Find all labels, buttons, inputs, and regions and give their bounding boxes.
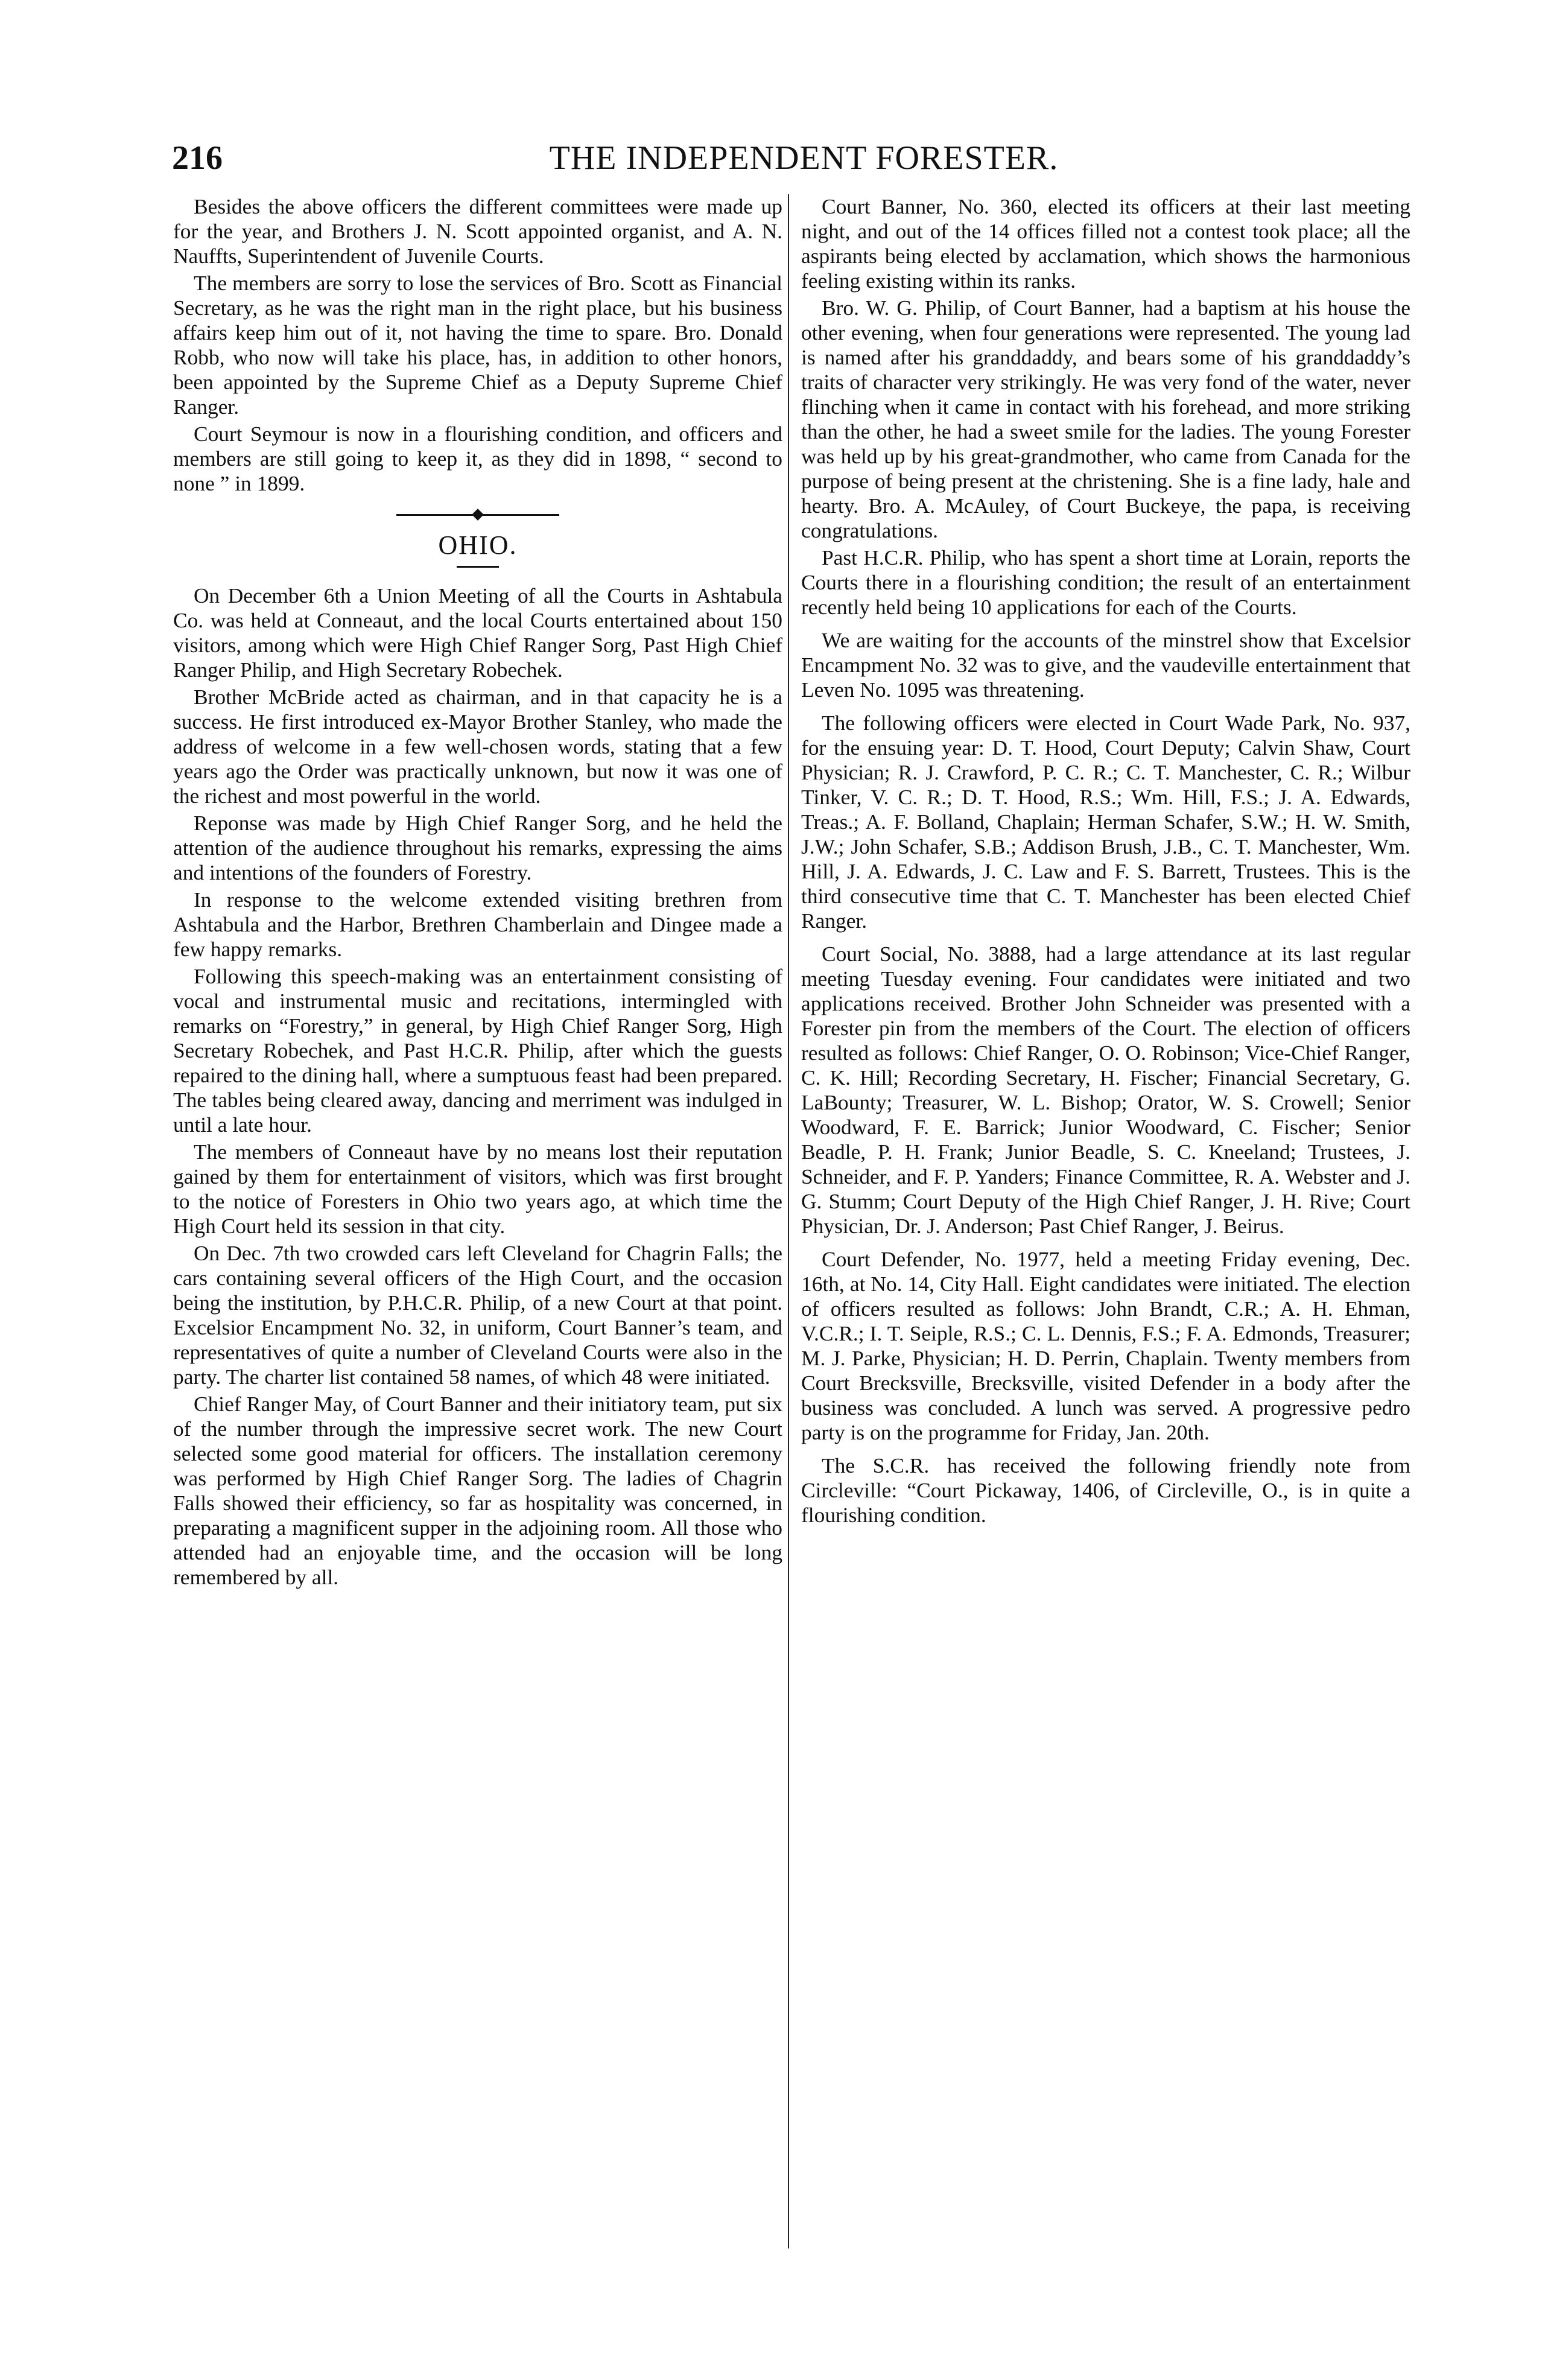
section-divider bbox=[173, 506, 782, 524]
paragraph: Bro. W. G. Philip, of Court Banner, had a baptism at his house the other evening, when four generations were represented. The young lad is named after his granddaddy, and bears some of his granddaddy’s traits of character very strikingly. He was very fond of the water, never flinching when it came in contact with his forehead, and more striking than the other, he had a sweet smile for the ladies. The young Forester was held up by his great-grandmother, who came from Canada for the purpose of being present at the christening. She is a fine lady, hale and hearty. Bro. A. McAuley, of Court Buckeye, the papa, is receiving congratulations. bbox=[801, 296, 1410, 542]
paragraph: We are waiting for the accounts of the minstrel show that Excelsior Encampment No. 32 was to give, and the vaudeville entertainment that Leven No. 1095 was threatening. bbox=[801, 628, 1410, 702]
paragraph: Reponse was made by High Chief Ranger Sorg, and he held the attention of the audience throughout his remarks, expressing the aims and intentions of the founders of Forestry. bbox=[173, 811, 782, 884]
paragraph: Besides the above officers the different committees were made up for the year, and Brothers J. N. Scott appointed organist, and A. N. Nauffts, Superintendent of Juvenile Courts. bbox=[173, 194, 782, 268]
paragraph: On Dec. 7th two crowded cars left Cleveland for Chagrin Falls; the cars containing several officers of the High Court, and the occasion being the institution, by P.H.C.R. Philip, of a new Court at that point. Excelsior Encampment No. 32, in uniform, Court Banner’s team, and representatives of quite a number of Cleveland Courts were also in the party. The charter list contained 58 names, of which 48 were initiated. bbox=[173, 1241, 782, 1389]
paragraph: Court Social, No. 3888, had a large attendance at its last regular meeting Tuesday evening. Four candidates were initiated and two applications received. Brother John Schneider was presented with a Forester pin from the members of the Court. The election of officers resulted as follows: Chief Ranger, O. O. Robinson; Vice-Chief Ranger, C. K. Hill; Recording Secretary, H. Fischer; Financial Secretary, G. LaBounty; Treasurer, W. L. Bishop; Orator, W. S. Crowell; Senior Woodward, F. E. Barrick; Junior Woodward, C. Fischer; Senior Beadle, P. H. Frank; Junior Beadle, S. C. Kneeland; Trustees, J. Schneider, and F. P. Yanders; Finance Committee, R. A. Webster and J. G. Stumm; Court Deputy of the High Chief Ranger, J. H. Rive; Court Physician, Dr. J. Anderson; Past Chief Ranger, J. Beirus. bbox=[801, 942, 1410, 1238]
paragraph: Court Defender, No. 1977, held a meeting Friday evening, Dec. 16th, at No. 14, City Hall. Eight candidates were initiated. The election of officers resulted as follows: John Brandt, C.R.; A. H. Ehman, V.C.R.; I. T. Seiple, R.S.; C. L. Dennis, F.S.; F. A. Edmonds, Treasurer; M. J. Parke, Physician; H. D. Perrin, Chaplain. Twenty members from Court Brecksville, Brecksville, visited Defender in a body after the business was concluded. A lunch was served. A progressive pedro party is on the programme for Friday, Jan. 20th. bbox=[801, 1247, 1410, 1444]
paragraph: The S.C.R. has received the following friendly note from Circleville: “Court Pickaway, 1406, of Circleville, O., is in quite a flourishing condition. bbox=[801, 1453, 1410, 1527]
paragraph: Past H.C.R. Philip, who has spent a short time at Lorain, reports the Courts there in a flourishing condition; the result of an entertainment recently held being 10 applications for each of the Courts. bbox=[801, 545, 1410, 619]
left-column bbox=[173, 194, 782, 1592]
paragraph: Brother McBride acted as chairman, and in that capacity he is a success. He first introduced ex-Mayor Brother Stanley, who made the address of welcome in a few well-chosen words, stating that a few years ago the Order was practically unknown, but now it was one of the richest and most powerful in the world. bbox=[173, 685, 782, 808]
paragraph: Court Banner, No. 360, elected its officers at their last meeting night, and out of the 14 offices filled not a contest took place; all the aspirants being elected by acclamation, which shows the harmonious feeling existing within its ranks. bbox=[801, 194, 1410, 293]
paragraph: The following officers were elected in Court Wade Park, No. 937, for the ensuing year: D. T. Hood, Court Deputy; Calvin Shaw, Court Physician; R. J. Crawford, P. C. R.; C. T. Manchester, C. R.; Wilbur Tinker, V. C. R.; D. T. Hood, R.S.; Wm. Hill, F.S.; J. A. Edwards, Treas.; A. F. Bolland, Chaplain; Herman Schafer, S.W.; H. W. Smith, J.W.; John Schafer, S.B.; Addison Brush, J.B., C. T. Manchester, Wm. Hill, J. A. Edwards, J. C. Law and F. S. Barrett, Trustees. This is the third consecutive time that C. T. Manchester has been elected Chief Ranger. bbox=[801, 711, 1410, 933]
running-title: THE INDEPENDENT FORESTER. bbox=[549, 139, 1059, 177]
paragraph: On December 6th a Union Meeting of all the Courts in Ashtabula Co. was held at Conneaut, and the local Courts entertained about 150 visitors, among which were High Chief Ranger Sorg, Past High Chief Ranger Philip, and High Secretary Robechek. bbox=[173, 583, 782, 682]
page-number: 216 bbox=[172, 139, 223, 177]
column-rule bbox=[788, 194, 789, 2248]
paragraph: Following this speech-making was an entertainment consisting of vocal and instrumental music and recitations, intermingled with remarks on “Forestry,” in general, by High Chief Ranger Sorg, High Secretary Robechek, and Past H.C.R. Philip, after which the guests repaired to the dining hall, where a sumptuous feast had been prepared. The tables being cleared away, dancing and merriment was indulged in until a late hour. bbox=[173, 964, 782, 1137]
page-header bbox=[172, 134, 1436, 182]
paragraph: The members are sorry to lose the services of Bro. Scott as Financial Secretary, as he was the right man in the right place, but his business affairs keep him out of it, not having the time to spare. Bro. Donald Robb, who now will take his place, has, in addition to other honors, been appointed by the Supreme Chief as a Deputy Supreme Chief Ranger. bbox=[173, 271, 782, 419]
diamond-ornament-icon bbox=[472, 509, 484, 521]
paragraph: Chief Ranger May, of Court Banner and their initiatory team, put six of the number through the impressive secret work. The new Court selected some good material for officers. The installation ceremony was performed by High Chief Ranger Sorg. The ladies of Chagrin Falls showed their efficiency, so far as hospitality was concerned, in preparating a magnificent supper in the adjoining room. All those who attended had an enjoyable time, and the occasion will be long remembered by all. bbox=[173, 1392, 782, 1589]
paragraph: The members of Conneaut have by no means lost their reputation gained by them for entertainment of visitors, which was first brought to the notice of Foresters in Ohio two years ago, at which time the High Court held its session in that city. bbox=[173, 1140, 782, 1238]
paragraph: In response to the welcome extended visiting brethren from Ashtabula and the Harbor, Brethren Chamberlain and Dingee made a few happy remarks. bbox=[173, 887, 782, 961]
section-heading: OHIO. bbox=[438, 530, 518, 560]
heading-rule bbox=[457, 566, 499, 568]
right-column bbox=[801, 194, 1410, 1530]
paragraph: Court Seymour is now in a flourishing condition, and officers and members are still going to keep it, as they did in 1898, “ second to none ” in 1899. bbox=[173, 422, 782, 495]
